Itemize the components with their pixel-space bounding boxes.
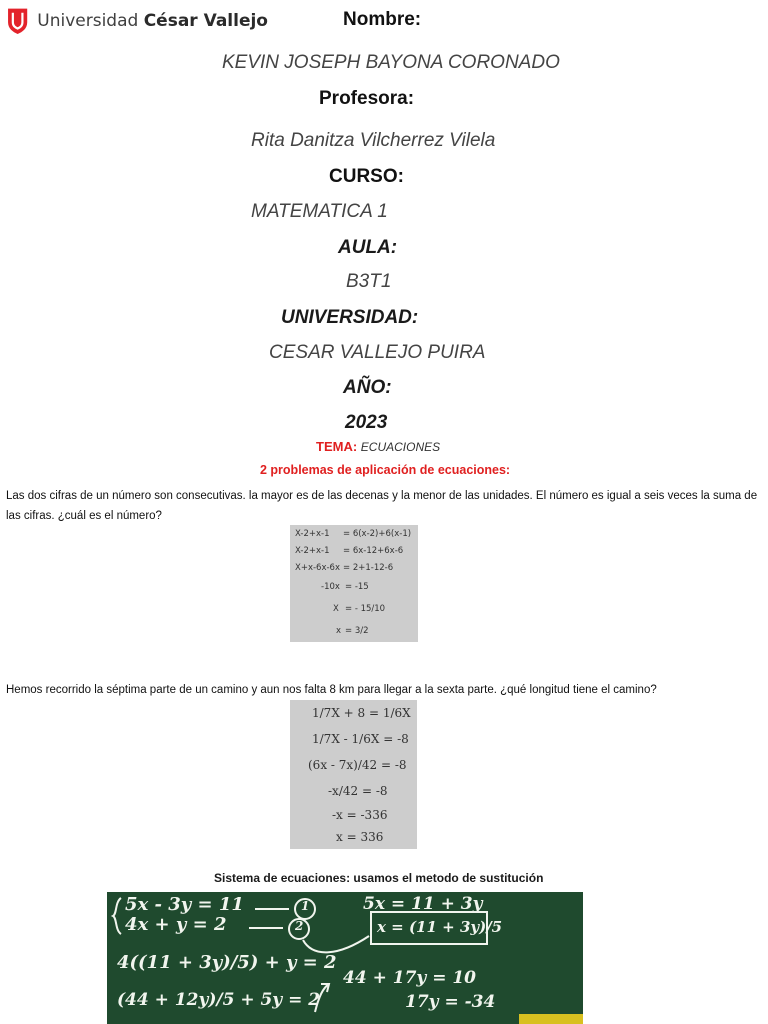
board-eq-3: 5x = 11 + 3y <box>363 894 483 914</box>
problem-2-solution-image <box>290 700 417 849</box>
board-eq-1: 5x - 3y = 11 <box>125 894 244 915</box>
system-title: Sistema de ecuaciones: usamos el metodo de sustitución <box>214 871 544 885</box>
curso-label: CURSO: <box>329 166 404 187</box>
p1-step-1-left: X-2+x-1 <box>295 529 330 539</box>
p1-step-6-left: x <box>336 626 342 636</box>
board-mark-2: 2 <box>295 919 304 933</box>
chalkboard-image <box>107 892 583 1024</box>
problem-2-text: Hemos recorrido la séptima parte de un camino y aun nos falta 8 km para llegar a la sexta parte. ¿qué longitud tiene el camino? <box>6 684 657 696</box>
universidad-label: UNIVERSIDAD: <box>281 307 419 328</box>
curso-value: MATEMATICA 1 <box>251 201 388 222</box>
tema-value: ECUACIONES <box>360 440 441 454</box>
anio-value: 2023 <box>345 412 388 433</box>
p2-step-2: 1/7X - 1/6X = -8 <box>312 732 409 746</box>
nombre-value: KEVIN JOSEPH BAYONA CORONADO <box>222 52 560 73</box>
p1-step-5-right: = - 15/10 <box>345 604 386 614</box>
logo-text-regular: Universidad <box>37 11 144 31</box>
section-title: 2 problemas de aplicación de ecuaciones: <box>260 463 511 477</box>
p1-step-2-right: = 6x-12+6x-6 <box>343 546 404 556</box>
problem-1-text: Las dos cifras de un número son consecutivas. la mayor es de las decenas y la menor de las unidades. El número es igual a seis veces la suma de las cifras. ¿cuál es el número? <box>6 490 758 522</box>
profesora-label: Profesora: <box>319 88 415 109</box>
p1-step-3-right: = 2+1-12-6 <box>343 563 394 573</box>
p1-step-2-left: X-2+x-1 <box>295 546 330 556</box>
tema-label: TEMA: <box>316 439 358 454</box>
p1-step-4-right: = -15 <box>345 582 369 592</box>
aula-value: B3T1 <box>346 271 392 292</box>
anio-label: AÑO: <box>343 377 392 398</box>
shield-logo-icon <box>6 1 29 41</box>
university-logo <box>6 0 268 42</box>
p2-step-5: -x = -336 <box>332 808 388 822</box>
board-eq-5: 4((11 + 3y)/5) + y = 2 <box>117 952 337 973</box>
p2-step-4: -x/42 = -8 <box>328 784 388 798</box>
p1-step-4-left: -10x <box>321 582 340 592</box>
universidad-value: CESAR VALLEJO PUIRA <box>269 342 486 363</box>
p1-step-6-right: = 3/2 <box>345 626 369 636</box>
tema-line <box>316 439 440 454</box>
board-mark-1: 1 <box>301 899 310 913</box>
logo-text <box>37 11 268 31</box>
p2-step-1: 1/7X + 8 = 1/6X <box>312 706 411 720</box>
problem-1-solution-image <box>290 525 418 642</box>
profesora-value: Rita Danitza Vilcherrez Vilela <box>251 130 496 151</box>
p1-step-5-left: X <box>333 604 339 614</box>
p2-step-3: (6x - 7x)/42 = -8 <box>308 758 407 772</box>
board-eq-4: x = (11 + 3y)/5 <box>377 918 503 936</box>
logo-text-bold: César Vallejo <box>143 11 268 31</box>
board-eq-7: (44 + 12y)/5 + 5y = 2 <box>117 990 321 1010</box>
board-eq-2: 4x + y = 2 <box>125 914 227 935</box>
nombre-label: Nombre: <box>343 9 422 30</box>
board-eq-6: 44 + 17y = 10 <box>343 968 477 988</box>
board-eq-8: 17y = -34 <box>405 992 496 1012</box>
p2-step-6: x = 336 <box>336 830 384 844</box>
aula-label: AULA: <box>338 237 398 258</box>
p1-step-3-left: X+x-6x-6x <box>295 563 340 573</box>
p1-step-1-right: = 6(x-2)+6(x-1) <box>343 529 412 539</box>
